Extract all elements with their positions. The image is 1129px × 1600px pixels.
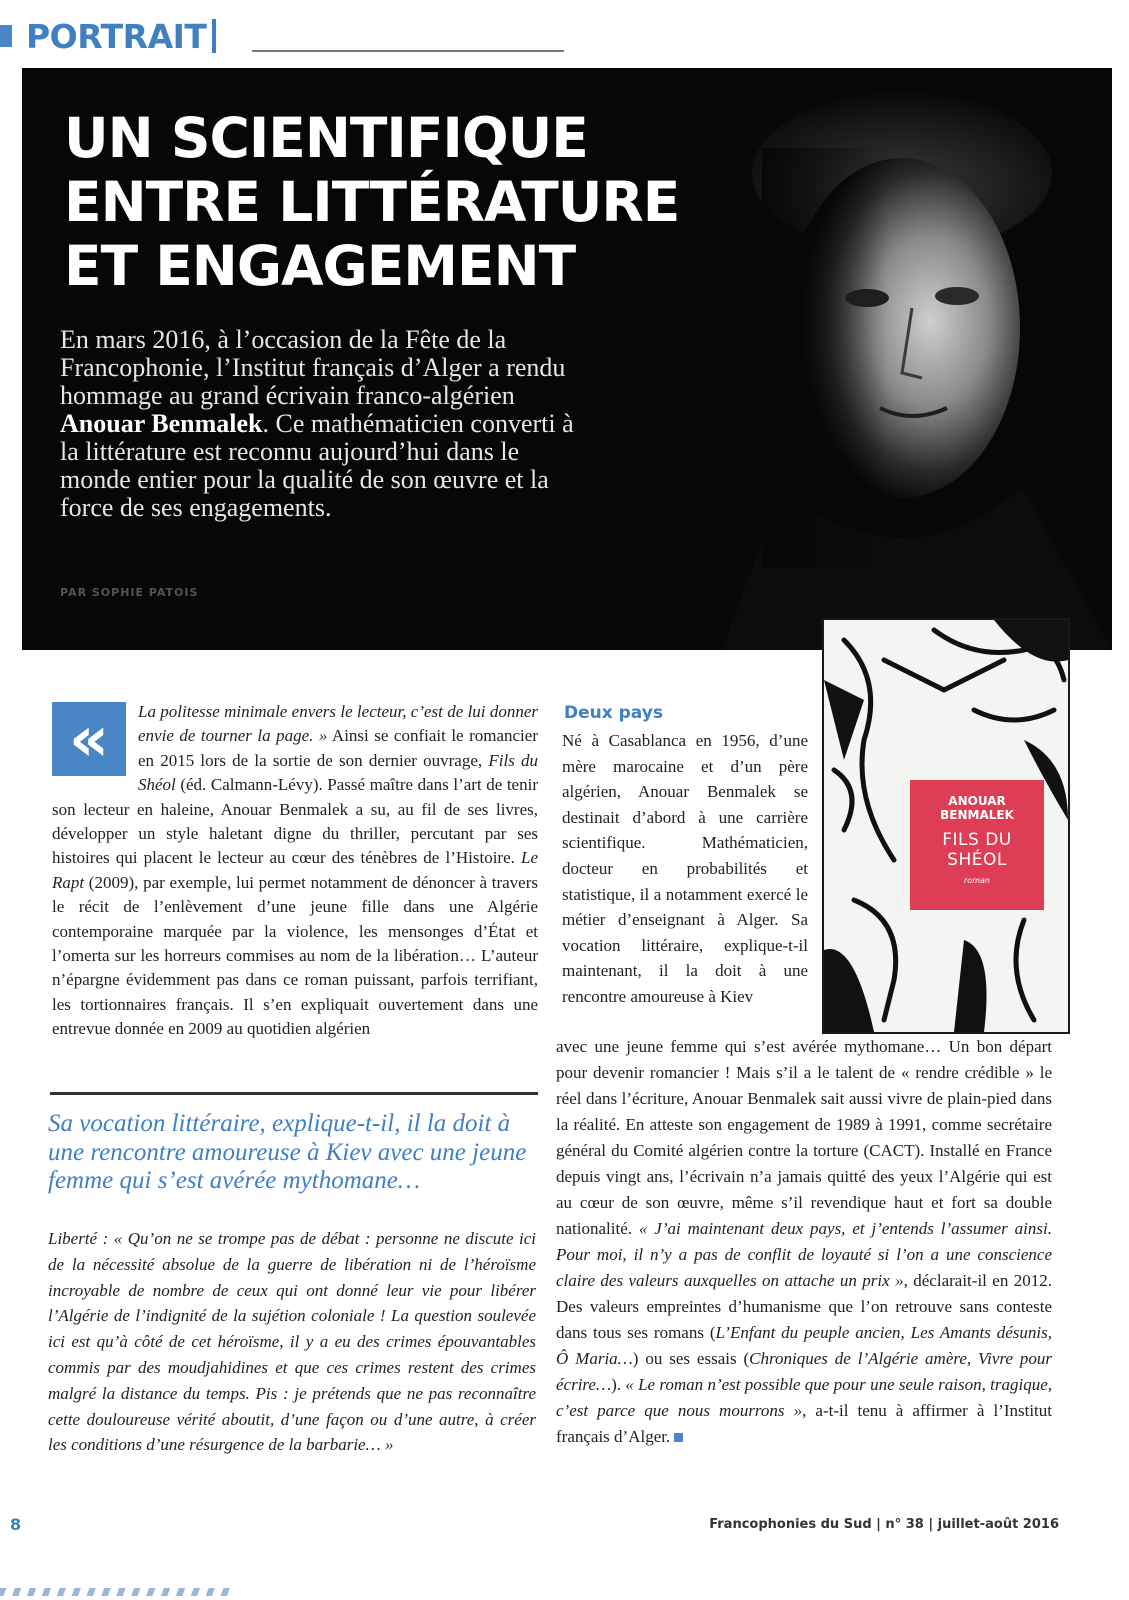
section-rubric [0, 14, 216, 58]
article-intro: En mars 2016, à l’occasion de la Fête de la Francophonie, l’Institut français d’Alger a rendu hommage au grand écrivain franco-algérien Anouar Benmalek. Ce mathématicien converti à la littérature est reconnu aujourd’hui dans le monde entier pour la qualité de son œuvre et la force de ses engagements. [60, 325, 574, 522]
publication-footer: Francophonies du Sud | n° 38 | juillet-août 2016 [709, 1517, 1059, 1532]
rubric-bar [212, 19, 216, 53]
pull-quote: Sa vocation littéraire, explique-t-il, il la doit à une rencontre amoureuse à Kiev avec une jeune femme qui s’est avérée mythomane… [48, 1110, 527, 1194]
author-name: Anouar Benmalek [60, 409, 263, 438]
cover-title: FILS DU SHÉOL [942, 830, 1012, 870]
interview-quote: Liberté : « Qu’on ne se trompe pas de débat : personne ne discute ici de la nécessité absolue de la guerre de libération ni de l’héroïsme incroyable de nombre de ceux qui ont donné leur vie pour libérer l’Algérie de l’indignité de la sujétion coloniale ! La question soulevée ici est qu’à côté de cet héroïsme, il y a eu des crimes épouvantables commis par des moudjahidines et que ces crimes restent des crimes malgré la distance du temps. Pis : je prétends que ne pas reconnaître cette douloureuse vérité aboutit, d’une façon ou d’une autre, à créer les conditions d’une résurgence de la barbarie… » [48, 1229, 536, 1455]
cover-title-box [910, 780, 1044, 910]
article-column-right-continued [556, 1034, 1052, 1450]
rubric-label: PORTRAIT [26, 16, 207, 56]
page-edge-dashes [0, 1588, 230, 1596]
hero-banner [22, 68, 1112, 650]
headline-line: ET ENGAGEMENT [64, 234, 576, 298]
article-paragraph-2: Né à Casablanca en 1956, d’une mère marocaine et d’un père algérien, Anouar Benmalek se destinait d’abord à une carrière scientifique. Mathématicien, docteur en probabilités et statistique, il a notamment exercé le métier d’enseignant à Alger. Sa vocation littéraire, explique-t-il maintenant, il la doit à une rencontre amoureuse à Kiev [562, 731, 808, 1006]
book-cover [822, 618, 1070, 1034]
rubric-rule [252, 50, 564, 52]
rubric-marker [0, 25, 12, 47]
byline: PAR SOPHIE PATOIS [60, 586, 199, 599]
cover-author: ANOUAR BENMALEK [940, 794, 1014, 822]
article-paragraph-3: avec une jeune femme qui s’est avérée mythomane… Un bon départ pour devenir romancier ! Mais s’il a le talent de « rendre crédible » le réel dans l’écriture, Anouar Benmalek sait aussi vivre de plain-pied dans la réalité. En atteste son engagement de 1989 à 1991, comme secrétaire général du Comité algérien contre la torture (CACT). Installé en France depuis vingt ans, l’écrivain n’a jamais quitté des yeux l’Algérie qui est au cœur de son œuvre, même s’il revendique haut et fort sa double nationalité. « J’ai maintenant deux pays, et j’entends l’assumer ainsi. Pour moi, il n’y a pas de conflit de loyauté si l’on a une conscience claire des valeurs auxquelles on attache un prix », déclarait-il en 2012. Des valeurs empreintes d’humanisme que l’on retrouve sans conteste dans tous ses romans (L’Enfant du peuple ancien, Les Amants désunis, Ô Maria…) ou ses essais (Chroniques de l’Algérie amère, Vivre pour écrire…). « Le roman n’est possible que pour une seule raison, tragique, c’est parce que nous mourrons », a-t-il tenu à affirmer à l’Institut français d’Alger. [556, 1037, 1052, 1446]
page-number: 8 [10, 1515, 22, 1534]
article-column-right [562, 702, 808, 1010]
section-heading: Deux pays [564, 703, 663, 723]
article-paragraph-1: La politesse minimale envers le lecteur, c’est de lui donner envie de tourner la page. » Ainsi se confiait le romancier en 2015 lors de la sortie de son dernier ouvrage, Fils du Shéol (éd. Calmann-Lévy). Passé maître dans l’art de tenir son lecteur en haleine, Anouar Benmalek a su, au fil de ses livres, développer un style haletant digne du thriller, percutant par ses histoires qui placent le lecteur au cœur des ténèbres de l’Histoire. Le Rapt (2009), par exemple, lui permet notamment de dénoncer à travers le récit de l’enlèvement d’une jeune fille dans une Algérie contemporaine marquée par la violence, les mensonges d’État et l’omerta sur les horreurs commises au nom de la libération… L’auteur n’épargne évidemment pas dans ce roman puissant, parfois terrifiant, les tortionnaires français. Il s’en expliquait ouvertement dans une entrevue donnée en 2009 au quotidien algérien [52, 702, 538, 1039]
end-mark-icon [674, 1433, 683, 1442]
headline-line: ENTRE LITTÉRATURE [64, 170, 680, 234]
cover-genre: roman [964, 876, 990, 885]
quote-dropcap: « [52, 702, 126, 776]
article-column-left [52, 700, 538, 1042]
article-headline [64, 106, 679, 298]
headline-line: UN SCIENTIFIQUE [64, 106, 588, 170]
pull-quote-rule [50, 1092, 538, 1095]
